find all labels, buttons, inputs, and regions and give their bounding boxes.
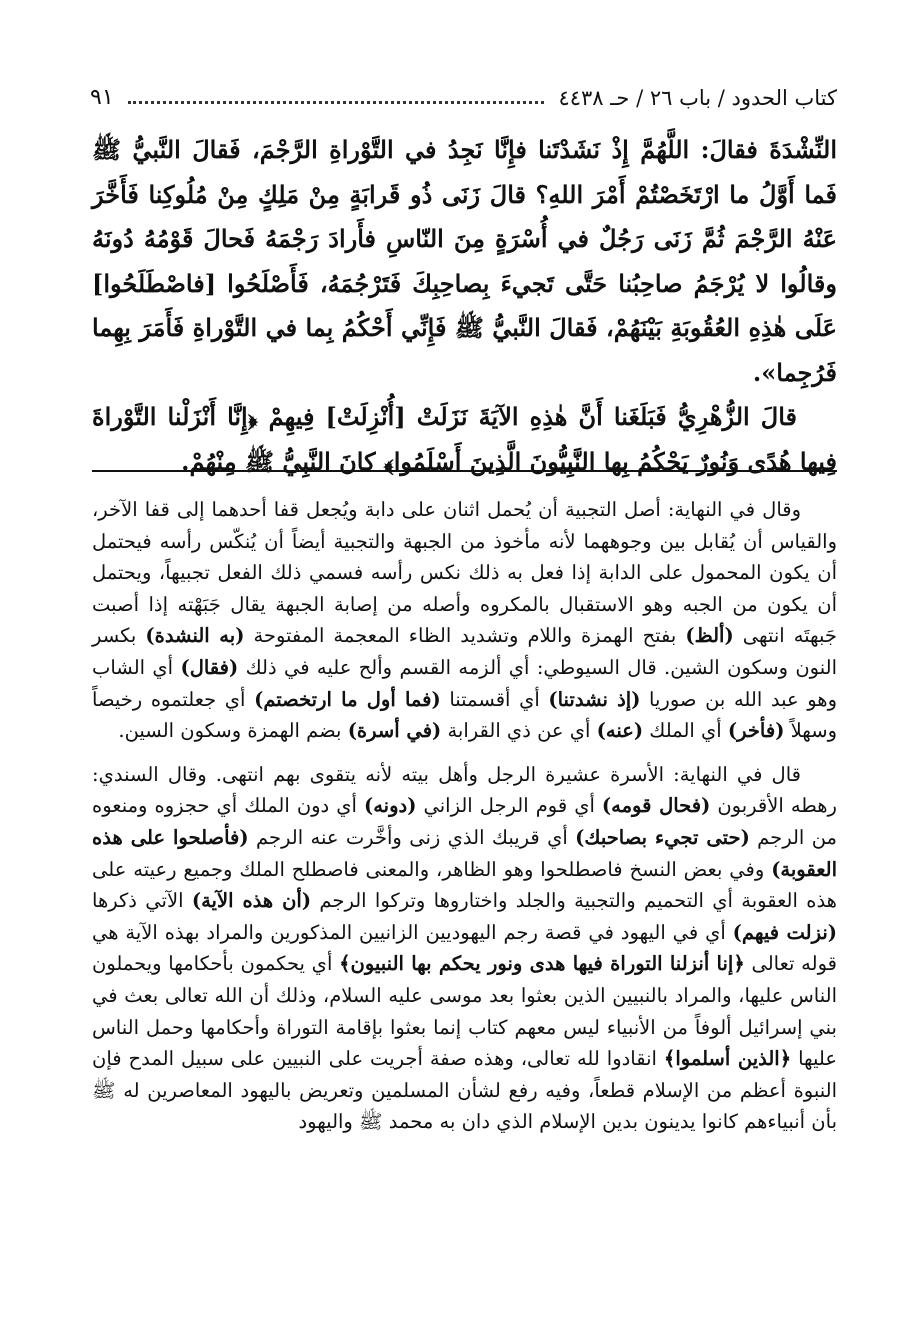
page-number: ٩١ xyxy=(90,85,114,110)
commentary-text: بكسر النون وسكون الشين. قال السيوطي: أي ألزمه القسم وألح عليه في ذلك xyxy=(92,624,837,679)
commentary-text: أي في اليهود في قصة رجم اليهوديين الزانيين المذكورين والمراد بهذه الآية هي قوله تعالى xyxy=(92,920,837,976)
quoted-term: (فما أول ما ارتخصتم) xyxy=(254,687,441,711)
quoted-term: (حتى تجيء بصاحبك) xyxy=(575,825,750,849)
hadith-paragraph-2: قالَ الزُّهْرِيُّ فَبَلَغَنا أَنَّ هٰذِهِ الآيَةَ نَزَلَتْ [أُنْزِلَتْ] فِيهِمْ ﴿إِنَّا أَنْزَلْنا التَّوْراةَ فِيها هُدًى وَنُورٌ يَحْكُمُ بِها النَّبِيُّونَ الَّذِينَ أَسْلَمُوا﴾ كانَ النَّبِيُّ ﷺ مِنْهُمْ. xyxy=(92,402,837,476)
quoted-term: (في أسرة) xyxy=(347,719,442,743)
quoted-term: (دونه) xyxy=(364,794,417,818)
commentary-text: أي يحكمون بأحكامها ويحملون الناس عليها، والمراد بالنبيين الذين بعثوا بعد موسى عليه السلام، وذلك أن الله تعالى بعث في بني إسرائيل ألوفاً من الأنبياء ليس معهم كتاب إنما بعثوا بإقامة التوراة وأحكامها وحمل الناس عليها xyxy=(92,952,838,1071)
header-title: كتاب الحدود / باب ٢٦ / حـ ٤٤٣٨ xyxy=(558,86,837,110)
commentary-text: بضم الهمزة وسكون السين. xyxy=(118,719,348,743)
commentary-text: وفي بعض النسخ فاصطلحوا وهو الظاهر، والمعنى فاصطلح الملك وجميع رعيته على هذه العقوبة أي التحميم والتجبية والجلد واختاروها وتركوا الرجم xyxy=(92,857,837,913)
quoted-term: (به النشدة) xyxy=(145,624,245,648)
commentary-text: بفتح الهمزة واللام وتشديد الظاء المعجمة المفتوحة xyxy=(244,624,686,648)
quoted-term: (إذ نشدتنا) xyxy=(548,687,641,711)
quoted-term: ﴿الذين أسلموا﴾ xyxy=(663,1047,792,1071)
commentary-text: أي الشاب وهو عبد الله بن صوريا xyxy=(92,655,837,711)
commentary-text: أي قوم الرجل الزاني xyxy=(416,794,602,818)
quoted-term: (فحال قومه) xyxy=(601,794,711,818)
commentary-text: انقادوا لله تعالى، وهذه صفة أجريت على النبيين على سبيل المدح فإن النبوة أعظم من الإسلام قطعاً، وفيه رفع لشأن المسلمين وتعريض باليهود المعاصرين له ﷺ بأن أنبياءهم كانوا يدينون بدين الإسلام الذي دان به محمد ﷺ واليهود xyxy=(92,1047,837,1134)
quoted-term: (فأخر) xyxy=(727,719,785,743)
quoted-term: (نزلت فيهم) xyxy=(732,920,837,944)
commentary-text: قال في النهاية: الأسرة عشيرة الرجل وأهل بيته لأنه يتقوى بهم انتهى. وقال السندي: رهطه الأقربون xyxy=(92,762,837,818)
commentary-text: أي أقسمتنا xyxy=(440,687,549,711)
header-dot-leader xyxy=(128,100,545,104)
quoted-term: (أن هذه الآية) xyxy=(191,889,312,913)
quoted-term: (عنه) xyxy=(596,719,644,743)
quoted-term: ﴿إنا أنزلنا التوراة فيها هدى ونور يحكم بها النبيون﴾ xyxy=(339,952,745,976)
quoted-term: (ألظ) xyxy=(685,624,734,648)
running-header xyxy=(90,74,837,110)
commentary-text: أي قريبك الذي زنى وأخَّرت عنه الرجم xyxy=(248,825,576,849)
footnote-separator xyxy=(92,470,837,472)
hadith-text xyxy=(92,128,837,484)
commentary-text: أي دون الملك أي حجزوه ومنعوه من الرجم xyxy=(92,794,837,849)
commentary-text: أي الملك xyxy=(643,719,728,743)
commentary-text: وقال في النهاية: أصل التجبية أن يُحمل اثنان على دابة ويُجعل قفا أحدهما إلى قفا الآخر، والقياس أن يُقابل بين وجوههما لأنه مأخوذ من الجبهة والتجبية أيضاً أن يُنكّس رأسه فيحتمل أن يكون المحمول على الدابة إذا فعل به ذلك نكس رأسه فسمي ذلك الفعل تجبيهاً، ويحتمل أن يكون من الجبه وهو الاستقبال بالمكروه وأصله من إصابة الجبهة يقال جَبَهْته إذا أصبت جَبهتَه انتهى xyxy=(92,498,837,648)
commentary-paragraph-1 xyxy=(92,494,837,747)
commentary-text: أي جعلتموه رخيصاً وسهلاً xyxy=(92,687,837,743)
quoted-term: (فقال) xyxy=(180,655,239,679)
hadith-paragraph-1: النِّشْدَةَ فقالَ: اللَّهُمَّ إِذْ نَشَدْتَنا فإِنَّا نَجِدُ في التَّوْراةِ الرَّجْمَ، فَقالَ النَّبيُّ ﷺ فَما أَوَّلُ ما ارْتَخَصْتُمْ أَمْرَ اللهِ؟ قالَ زَنَى ذُو قَرابَةٍ مِنْ مَلِكٍ مِنْ مُلُوكِنا فَأَخَّرَ عَنْهُ الرَّجْمَ ثُمَّ زَنَى رَجُلٌ في أُسْرَةٍ مِنَ النّاسِ فأَرادَ رَجْمَهُ فَحالَ قَوْمُهُ دُونَهُ وقالُوا لا يُرْجَمُ صاحِبُنا حَتَّى تَجيءَ بِصاحِبِكَ فَتَرْجُمَهُ، فَأَصْلَحُوا [فاصْطَلَحُوا] عَلَى هٰذِهِ العُقُوبَةِ بَيْنَهُمْ، فَقالَ النَّبيُّ ﷺ فَإِنِّي أَحْكُمُ بِما في التَّوْراةِ فَأَمَرَ بِهِما فَرُجِما». xyxy=(92,135,837,387)
commentary-text: الآتي ذكرها xyxy=(92,889,192,913)
commentary-paragraph-2 xyxy=(92,759,837,1138)
quoted-term: (فأصلحوا على هذه العقوبة) xyxy=(92,825,837,881)
commentary xyxy=(92,494,837,1138)
commentary-text: أي عن ذي القرابة xyxy=(441,719,597,743)
